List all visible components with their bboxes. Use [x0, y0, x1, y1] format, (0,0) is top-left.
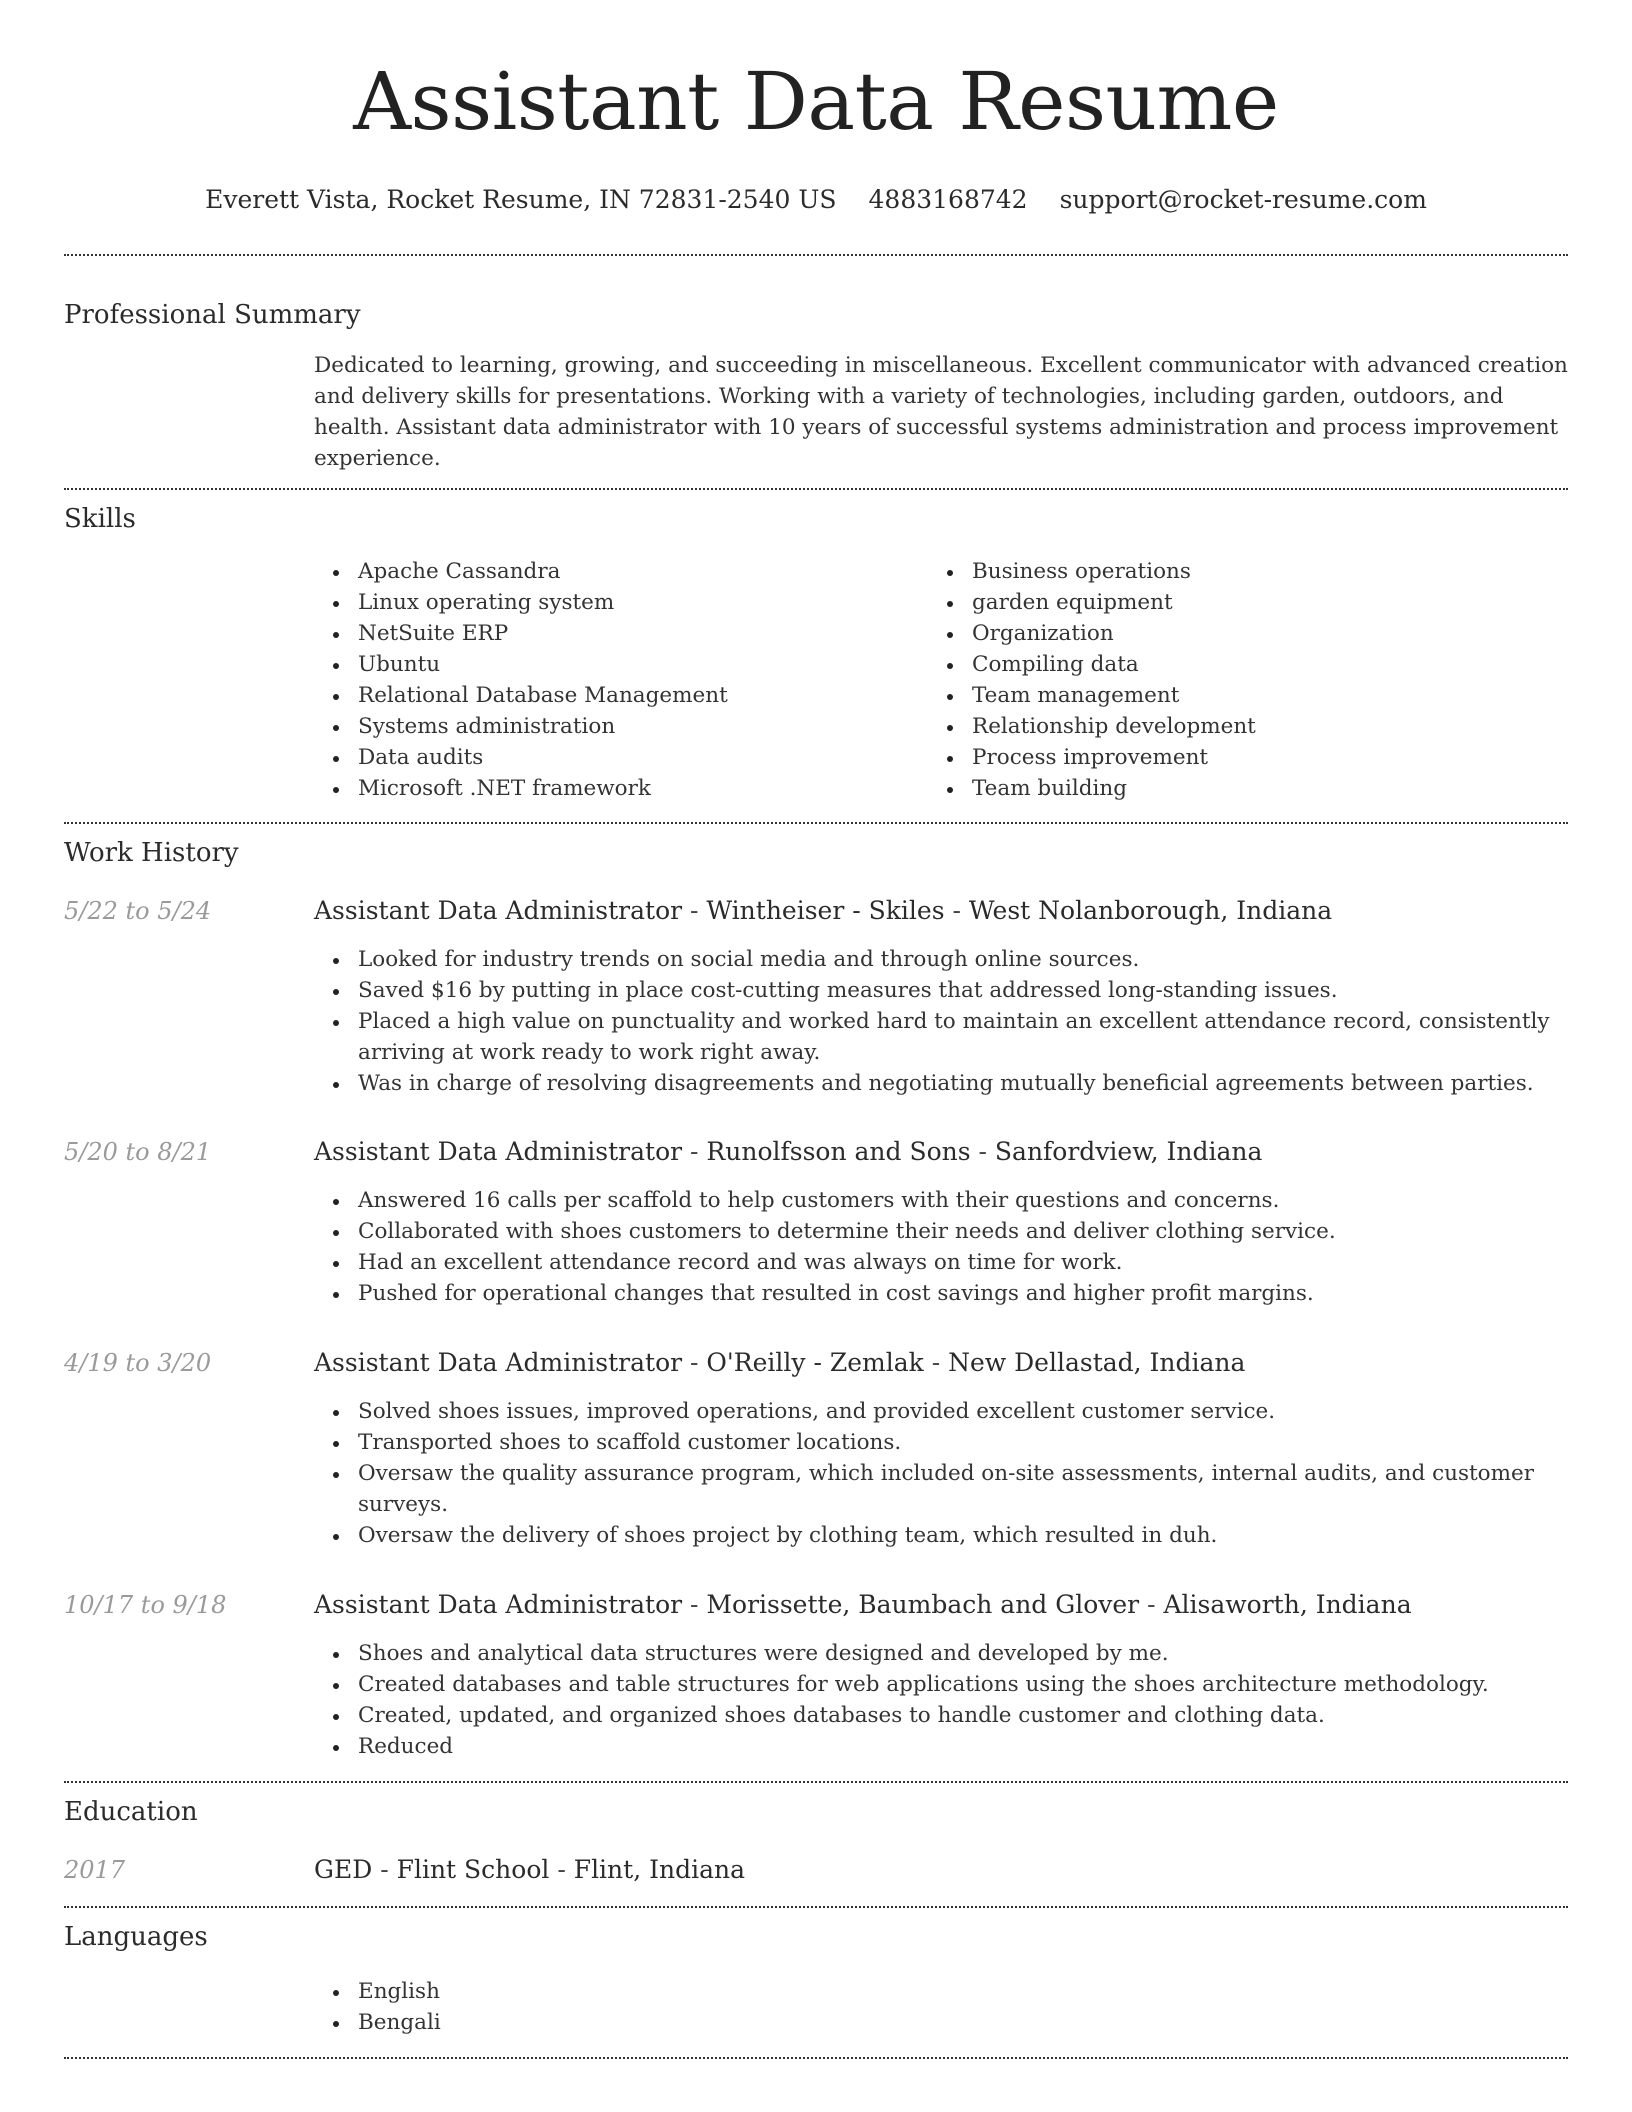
job-title: Assistant Data Administrator — [314, 896, 683, 925]
education-heading: Education — [64, 1797, 198, 1827]
contact-phone: 4883168742 — [868, 185, 1028, 214]
section-divider — [64, 822, 1568, 824]
job-bullet: Solved shoes issues, improved operations, and provided excellent customer service. — [314, 1396, 1568, 1427]
skill-item: Linux operating system — [314, 587, 928, 618]
separator: - — [1139, 1590, 1164, 1619]
job-entry — [64, 1588, 1568, 1762]
skills-heading: Skills — [64, 504, 136, 534]
job-company: Runolfsson and Sons — [706, 1137, 971, 1166]
languages-heading: Languages — [64, 1922, 208, 1952]
job-bullet: Pushed for operational changes that resulted in cost savings and higher profit margins. — [314, 1278, 1568, 1309]
job-heading — [314, 1135, 1568, 1169]
job-bullet: Created, updated, and organized shoes databases to handle customer and clothing data. — [314, 1700, 1568, 1731]
separator: - — [923, 1348, 949, 1377]
job-bullet: Oversaw the delivery of shoes project by clothing team, which resulted in duh. — [314, 1520, 1568, 1551]
skill-item: Relationship development — [928, 711, 1542, 742]
job-dates: 5/20 to 8/21 — [64, 1138, 212, 1166]
section-divider — [64, 1781, 1568, 1783]
separator: - — [970, 1137, 995, 1166]
education-school: Flint School — [396, 1855, 550, 1884]
skills-list-right — [928, 556, 1542, 804]
education-entry — [64, 1853, 1568, 1887]
job-title: Assistant Data Administrator — [314, 1137, 683, 1166]
separator: - — [944, 896, 969, 925]
resume-title: Assistant Data Resume — [353, 55, 1279, 148]
job-bullets — [314, 944, 1568, 1099]
job-heading — [314, 1346, 1568, 1380]
contact-address: Everett Vista, Rocket Resume, IN 72831-2540 US — [205, 185, 837, 214]
education-heading-line — [314, 1853, 1568, 1887]
job-bullet: Had an excellent attendance record and was always on time for work. — [314, 1247, 1568, 1278]
contact-info — [64, 184, 1568, 216]
job-location: West Nolanborough, Indiana — [968, 896, 1333, 925]
job-title: Assistant Data Administrator — [314, 1348, 683, 1377]
skill-item: Data audits — [314, 742, 928, 773]
job-bullet: Looked for industry trends on social media and through online sources. — [314, 944, 1568, 975]
skill-item: Microsoft .NET framework — [314, 773, 928, 804]
separator: - — [549, 1855, 574, 1884]
job-dates: 10/17 to 9/18 — [64, 1591, 227, 1619]
skill-item: garden equipment — [928, 587, 1542, 618]
job-bullet: Saved $16 by putting in place cost-cutting measures that addressed long-standing issues. — [314, 975, 1568, 1006]
job-bullets — [314, 1396, 1568, 1551]
job-location: New Dellastad, Indiana — [948, 1348, 1246, 1377]
skill-item: Ubuntu — [314, 649, 928, 680]
job-entry — [64, 1346, 1568, 1551]
job-heading — [314, 1588, 1568, 1622]
section-divider — [64, 1906, 1568, 1908]
skill-item: Relational Database Management — [314, 680, 928, 711]
skills-list-left — [314, 556, 928, 804]
skill-item: Systems administration — [314, 711, 928, 742]
job-bullets — [314, 1638, 1568, 1762]
separator: - — [372, 1855, 397, 1884]
separator: - — [682, 1590, 707, 1619]
job-bullets — [314, 1185, 1568, 1309]
job-entry — [64, 1135, 1568, 1309]
job-bullet: Transported shoes to scaffold customer locations. — [314, 1427, 1568, 1458]
job-bullet: Created databases and table structures for web applications using the shoes architecture methodology. — [314, 1669, 1568, 1700]
separator: - — [682, 1348, 707, 1377]
skill-item: Apache Cassandra — [314, 556, 928, 587]
job-location: Alisaworth, Indiana — [1163, 1590, 1412, 1619]
languages-list — [314, 1976, 1568, 2038]
education-year: 2017 — [64, 1856, 126, 1884]
job-bullet: Shoes and analytical data structures were designed and developed by me. — [314, 1638, 1568, 1669]
skill-item: Team management — [928, 680, 1542, 711]
separator: - — [682, 896, 707, 925]
job-bullet: Was in charge of resolving disagreements and negotiating mutually beneficial agreements between parties. — [314, 1068, 1568, 1099]
skill-item: Compiling data — [928, 649, 1542, 680]
job-heading — [314, 894, 1568, 928]
job-location: Sanfordview, Indiana — [994, 1137, 1263, 1166]
skill-item: Organization — [928, 618, 1542, 649]
education-degree: GED — [314, 1855, 373, 1884]
skill-item: Team building — [928, 773, 1542, 804]
summary-text: Dedicated to learning, growing, and succeeding in miscellaneous. Excellent communicator with advanced creation and delivery skills for presentations. Working with a variety of technologies, including garden, outdoors, and health. Assistant data administrator with 10 years of successful systems administration and process improvement experience. — [314, 353, 1568, 471]
section-divider — [64, 254, 1568, 256]
job-entry — [64, 894, 1568, 1099]
skill-item: Process improvement — [928, 742, 1542, 773]
job-bullet: Placed a high value on punctuality and worked hard to maintain an excellent attendance record, consistently arriving at work ready to work right away. — [314, 1006, 1568, 1068]
job-dates: 4/19 to 3/20 — [64, 1349, 212, 1377]
section-divider — [64, 488, 1568, 490]
skills-grid — [314, 556, 1568, 804]
job-bullet: Reduced — [314, 1731, 1568, 1762]
language-item: Bengali — [314, 2007, 1568, 2038]
separator: - — [682, 1137, 707, 1166]
education-location: Flint, Indiana — [573, 1855, 745, 1884]
language-item: English — [314, 1976, 1568, 2007]
work-history-heading: Work History — [64, 838, 239, 868]
job-company: O'Reilly - Zemlak — [706, 1348, 924, 1377]
resume-page — [64, 0, 1568, 2059]
contact-email[interactable]: support@rocket-resume.com — [1059, 185, 1427, 214]
summary-heading: Professional Summary — [64, 300, 361, 330]
job-company: Wintheiser - Skiles — [706, 896, 945, 925]
section-divider — [64, 2057, 1568, 2059]
job-dates: 5/22 to 5/24 — [64, 897, 212, 925]
skill-item: Business operations — [928, 556, 1542, 587]
skill-item: NetSuite ERP — [314, 618, 928, 649]
job-bullet: Oversaw the quality assurance program, which included on-site assessments, internal audits, and customer surveys. — [314, 1458, 1568, 1520]
job-bullet: Answered 16 calls per scaffold to help customers with their questions and concerns. — [314, 1185, 1568, 1216]
job-company: Morissette, Baumbach and Glover — [706, 1590, 1140, 1619]
job-title: Assistant Data Administrator — [314, 1590, 683, 1619]
job-bullet: Collaborated with shoes customers to determine their needs and deliver clothing service. — [314, 1216, 1568, 1247]
